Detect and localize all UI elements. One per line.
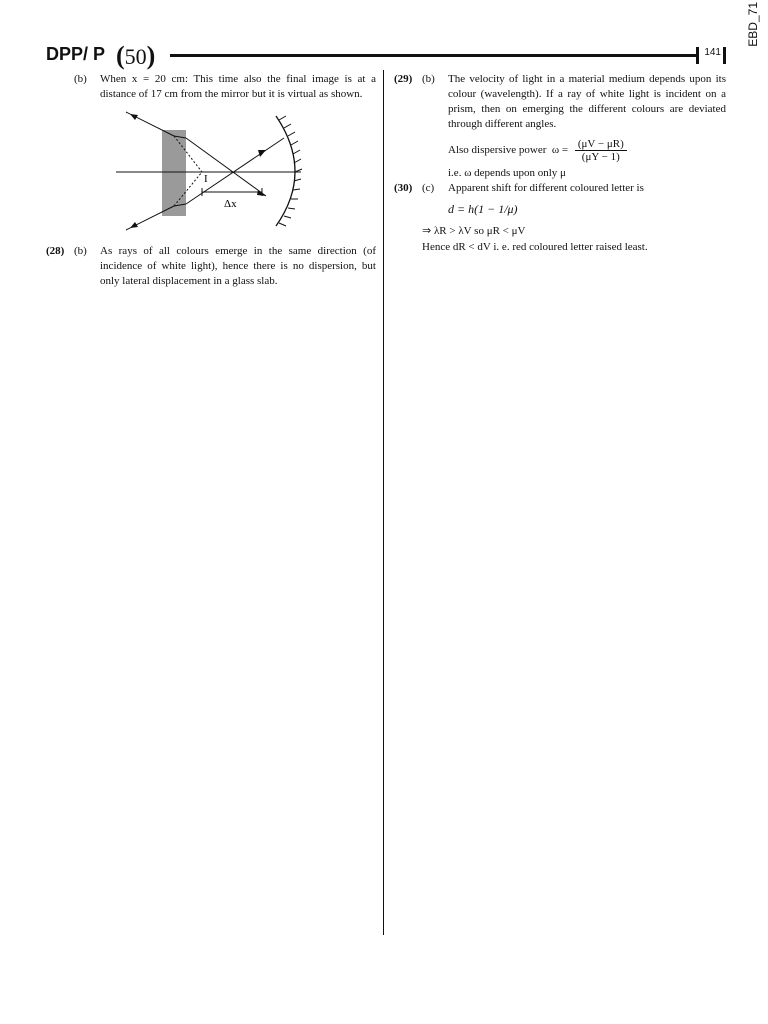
option-label: (b) [74,73,87,85]
ray-arrows [130,114,266,228]
image-label: I [204,173,208,185]
apparent-shift-formula: d = h(1 − 1/μ) [448,202,518,216]
answer-text: When x = 20 cm: This time also the final image is at a distance of 17 cm from the mirror but it is virtual as shown. [100,73,376,100]
header-title: DPP/ P [46,44,106,64]
concave-mirror [276,116,295,226]
page-number: 141 [704,47,721,58]
answer-text: As rays of all colours emerge in the same direction (of incidence of white light), hence there is no dispersion, but only lateral displacement in a glass slab. [100,245,376,287]
hence-line: Hence dR < dV i. e. red coloured letter raised least. [422,241,648,253]
mirror-hatching [279,116,302,226]
option-label: (c) [422,182,435,194]
dispersive-power-line [448,138,726,163]
implication-line: ⇒ λR > λV so μR < μV [422,225,526,237]
ray-diagram [116,108,376,238]
header-bar [696,47,699,64]
header-bar-end [723,47,726,64]
fraction-denominator: (μY − 1) [581,151,620,163]
question-number: (29) [394,73,413,85]
answer-text: Apparent shift for different coloured letter is [448,182,644,194]
header-number: (50) [116,41,156,70]
side-code: EBD_71 [746,2,760,47]
answer-item [46,244,376,289]
fraction-numerator: (μV − μR) [575,138,627,151]
header-rule [170,54,696,57]
question-number: (28) [46,245,65,257]
page-header [46,42,726,72]
column-divider [383,70,384,935]
omega-equals: ω = [551,144,569,157]
right-column [394,72,726,255]
dispersive-fraction [575,138,627,163]
answer-item [394,72,726,132]
question-number: (30) [394,182,413,194]
glass-slab [162,130,186,216]
light-rays [126,112,284,230]
option-label: (b) [422,73,435,85]
ray-diagram-svg [116,108,346,233]
left-column [46,72,376,295]
dispersive-label: Also dispersive power [448,144,547,157]
shift-marker [202,188,262,196]
conclusion-line: i.e. ω depends upon only μ [448,167,566,179]
shift-label: Δx [224,198,237,210]
answer-item [394,181,726,196]
option-label: (b) [74,245,87,257]
answer-item [46,72,376,102]
answer-text: The velocity of light in a material medium depends upon its colour (wavelength). If a ray of white light is incident on a prism, then on emerging the different colours are deviated through different angles. [448,73,726,130]
